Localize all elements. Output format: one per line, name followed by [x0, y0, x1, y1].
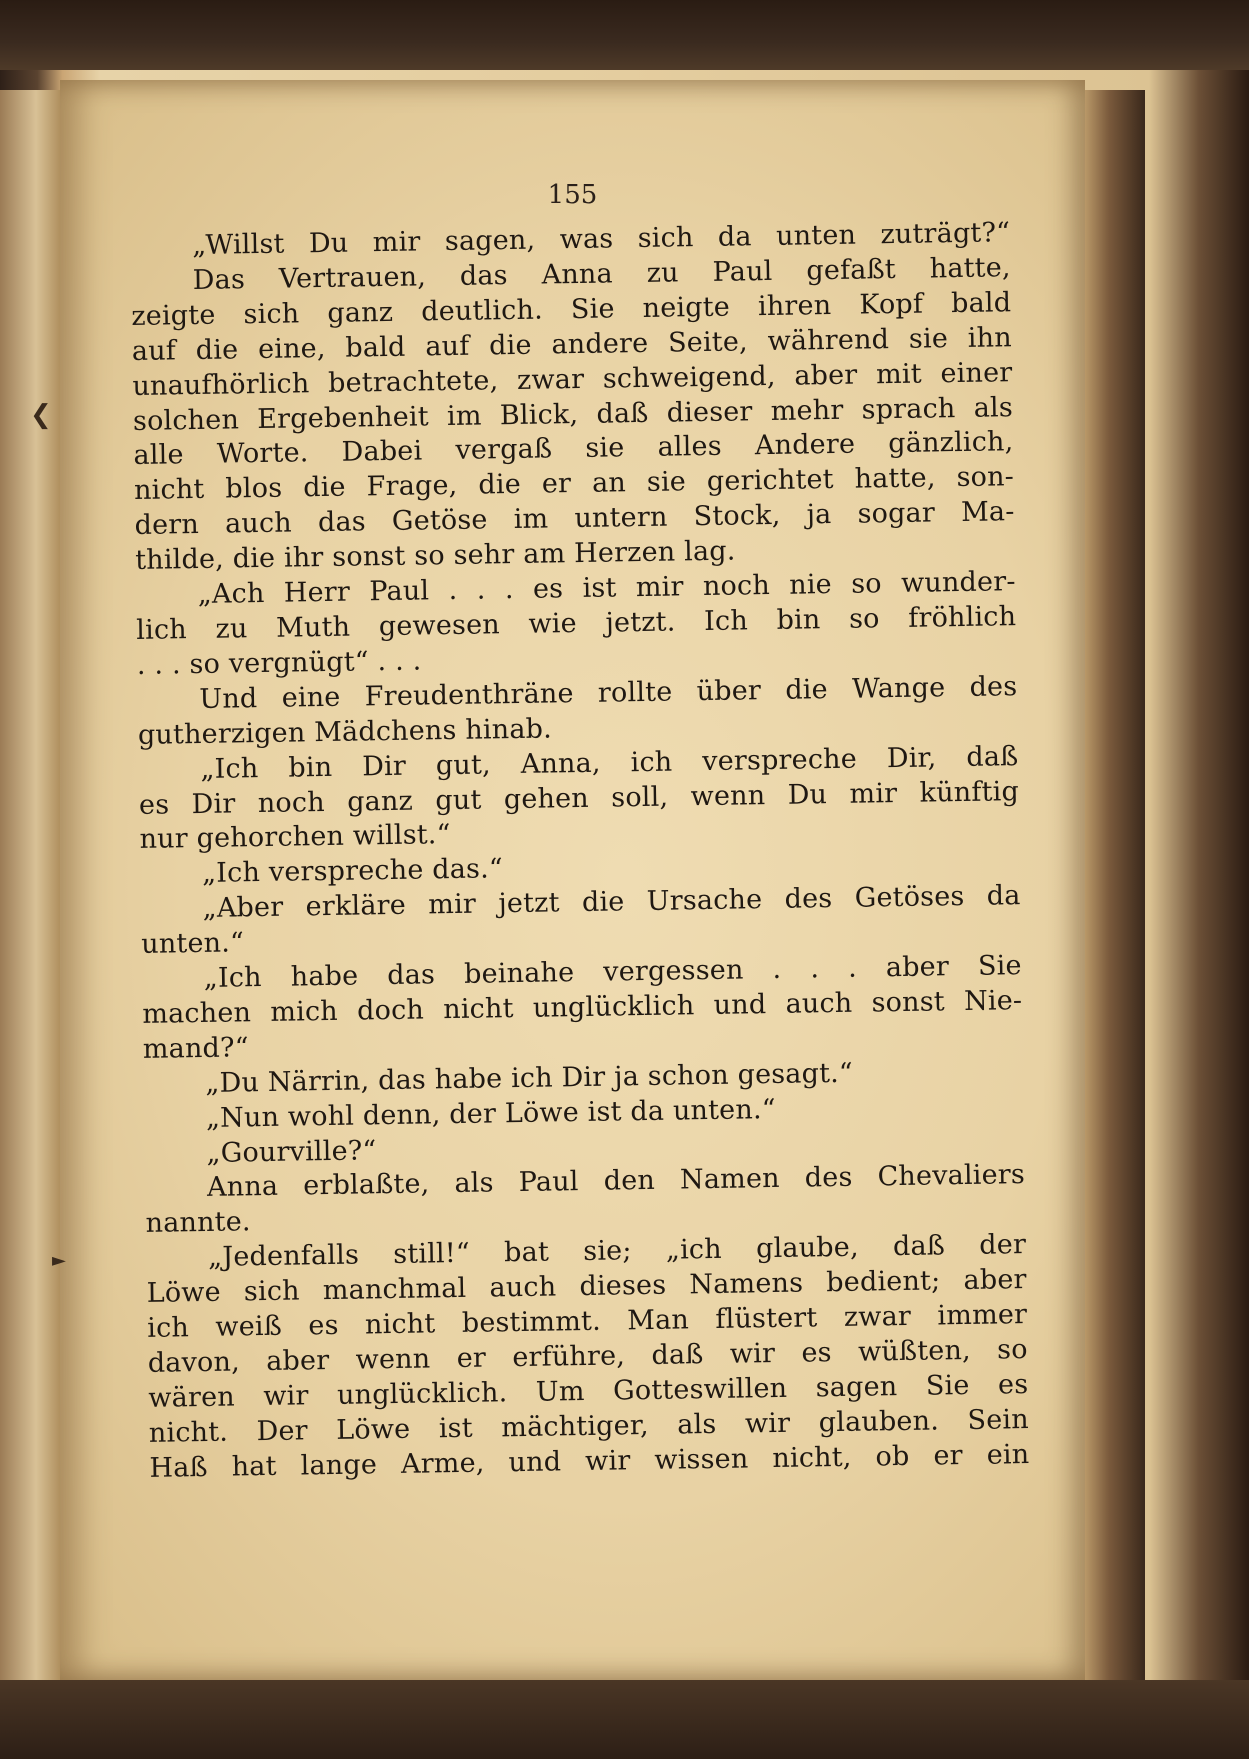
text-line: „Gourville?“: [206, 1134, 377, 1169]
text-line: thilde, die ihr sonst so sehr am Herzen lag.: [134, 535, 736, 577]
text-line: gutherzigen Mädchens hinab.: [137, 713, 553, 751]
text-line: Haß hat lange Arme, und wir wissen nicht, ob er ein: [149, 1438, 1030, 1484]
text-line: nicht blos die Frage, die er an sie gerichtet hatte, son-: [133, 461, 1015, 507]
margin-arrow-icon: ►: [52, 1250, 66, 1271]
text-line: unaufhörlich betrachtete, zwar schweigend, aber mit einer: [132, 356, 1013, 402]
previous-page-edge: [0, 90, 60, 1680]
page-fore-edge: [1085, 90, 1145, 1680]
page-text: [130, 216, 1030, 1486]
text-line: . . . so vergnügt“ . . .: [136, 645, 422, 681]
text-line: es Dir noch ganz gut gehen soll, wenn Du mir künftig: [138, 775, 1020, 821]
text-line: Das Vertrauen, das Anna zu Paul gefaßt hatte,: [192, 252, 1011, 296]
text-line: lich zu Muth gewesen wie jetzt. Ich bin so fröhlich: [136, 601, 1017, 646]
text-line: Anna erblaßte, als Paul den Namen des Chevaliers: [206, 1159, 1026, 1204]
text-line: „Ich verspreche das.“: [201, 853, 504, 890]
text-line: machen mich doch nicht unglücklich und auch sonst Nie-: [142, 985, 1023, 1030]
text-line: „Aber erkläre mir jetzt die Ursache des Getöses da: [202, 880, 1021, 925]
text-line: „Jedenfalls still!“ bat sie; „ich glaube, daß der: [207, 1229, 1027, 1274]
text-line: davon, aber wenn er erführe, daß wir es wüßten, so: [147, 1334, 1028, 1379]
text-line: nannte.: [145, 1206, 251, 1240]
text-line: dern auch das Getöse im untern Stock, ja sogar Ma-: [134, 496, 1015, 542]
text-line: „Willst Du mir sagen, was sich da unten zuträgt?“: [192, 217, 1011, 262]
text-line: „Du Närrin, das habe ich Dir ja schon gesagt.“: [205, 1057, 854, 1099]
cover-board-top: [0, 0, 1249, 70]
page-number: 155: [547, 180, 598, 210]
text-line: „Ich bin Dir gut, Anna, ich verspreche Dir, daß: [200, 740, 1019, 785]
text-line: unten.“: [140, 927, 245, 961]
text-line: nicht. Der Löwe ist mächtiger, als wir glauben. Sein: [148, 1403, 1030, 1449]
book-page: [60, 80, 1085, 1680]
cover-board-bottom: [0, 1680, 1249, 1759]
text-line: alle Worte. Dabei vergaß sie alles Andere gänzlich,: [133, 426, 1014, 472]
text-line: mand?“: [142, 1032, 249, 1065]
text-line: wären wir unglücklich. Um Gotteswillen sagen Sie es: [148, 1368, 1029, 1414]
text-line: solchen Ergebenheit im Blick, daß dieser mehr sprach als: [132, 391, 1014, 437]
text-line: nur gehorchen willst.“: [139, 819, 451, 856]
text-line: „Ach Herr Paul . . . es ist mir noch nie so wunder-: [197, 566, 1016, 611]
text-line: „Ich habe das beinahe vergessen . . . aber Sie: [203, 950, 1022, 994]
text-line: „Nun wohl denn, der Löwe ist da unten.“: [205, 1093, 776, 1134]
text-line: Löwe sich manchmal auch dieses Namens bedient; aber: [146, 1264, 1027, 1310]
text-line: zeigte sich ganz deutlich. Sie neigte ihren Kopf bald: [131, 286, 1012, 332]
text-line: Und eine Freudenthräne rollte über die Wange des: [199, 670, 1018, 715]
text-line: ich weiß es nicht bestimmt. Man flüstert zwar immer: [147, 1299, 1028, 1344]
text-line: auf die eine, bald auf die andere Seite, während sie ihn: [131, 321, 1013, 367]
margin-mark-icon: ❮: [30, 400, 52, 430]
